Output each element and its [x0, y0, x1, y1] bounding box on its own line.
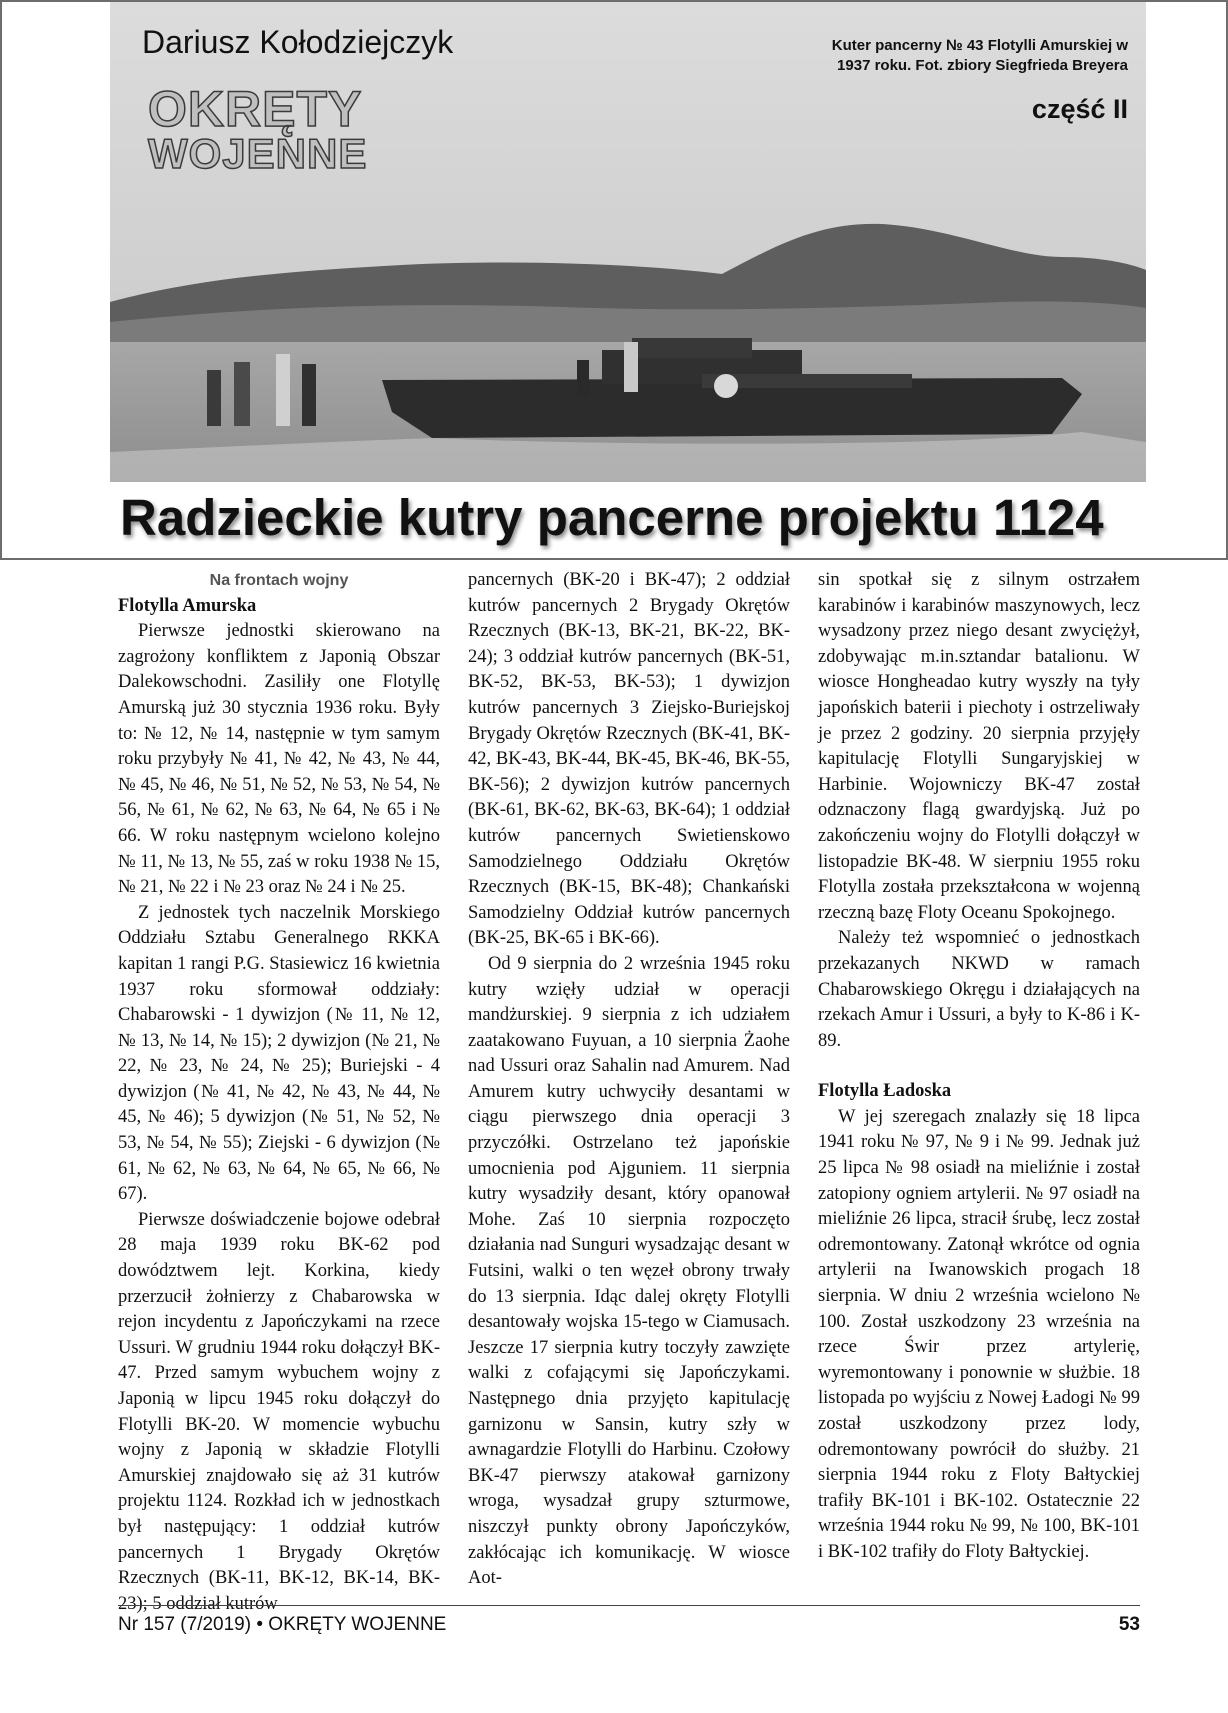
column-1 [118, 568, 440, 1614]
caption-line2: 1937 roku. Fot. zbiory Siegfrieda Breyera [837, 56, 1128, 74]
section-title: Na frontach wojny [209, 572, 349, 589]
paragraph: Od 9 sierpnia do 2 września 1945 roku kutry wzięły udział w operacji mandżurskiej. 9 sierpnia z ich udziałem zaatakowano Fuyuan, a 10 sierpnia Żaohe nad Ussuri oraz Sahalin nad Amurem. Nad Amurem kutry uchwyciły desantami w ciągu pierwszego dnia operacji 3 przyczółki. Ostrzelano też japońskie umocnienia pod Ajguniem. 11 sierpnia kutry wysadziły desant, który opanował Mohe. Zaś 10 sierpnia rozpoczęto działania nad Sunguri wysadzając desant w Futsini, walki o ten węzeł obrony trwały do 13 sierpnia. Idąc dalej okręty Flotylli desantowały wojska 15-tego w Ciamusach. Jeszcze 17 sierpnia kutry toczyły zawzięte walki z cofającymi się Japończykami. Następnego dnia przyjęto kapitulację garnizonu w Sansin, kutry szły w awnagardzie Flotylli do Harbinu. Czołowy BK-47 pierwszy atakował garnizony wroga, wysadzał grupy szturmowe, niszczył punkty obrony Japończyków, zakłócając ich komunikację. W wiosce Aot- [468, 953, 790, 1589]
paragraph: pancernych (BK-20 i BK-47); 2 oddział kutrów pancernych 2 Brygady Okrętów Rzecznych (BK-13, BK-21, BK-22, BK-24); 3 oddział kutrów pancernych (BK-51, BK-52, BK-53, BK-53); 1 dywizjon kutrów pancernych 3 Ziejsko-Buriejskoj Brygady Okrętów Rzecznych (BK-41, BK-42, BK-43, BK-44, BK-45, BK-46, BK-55, BK-56); 2 dywizjon kutrów pancernych (BK-61, BK-62, BK-63, BK-64); 1 oddział kutrów pancernych Swietienskowo Samodzielnego Oddziału Okrętów Rzecznych (BK-15, BK-48); Chankański Samodzielny Oddział kutrów pancernych (BK-25, BK-65 i BK-66). [468, 570, 790, 949]
paragraph: Pierwsze doświadczenie bojowe odebrał 28 maja 1939 roku BK-62 pod dowództwem lejt. Korkina, kiedy przerzucił żołnierzy z Chabarowska w rejon incydentu z Japończykami na rzece Ussuri. W grudniu 1944 roku dołączył BK-47. Przed samym wybuchem wojny z Japonią w lipcu 1945 roku dołączył do Flotylli BK-20. W momencie wybuchu wojny z Japonią w składzie Flotylli Amurskiej znajdowało się aż 31 kutrów projektu 1124. Rozkład ich w jednostkach był następujący: 1 oddział kutrów pancernych 1 Brygady Okrętów Rzecznych (BK-11, BK-12, BK-14, BK-23); 5 oddział kutrów [118, 1209, 440, 1614]
article-body [118, 568, 1140, 1614]
photo-caption [798, 36, 1128, 75]
header-photo-banner [0, 0, 1228, 560]
logo-line1: OKRĘTY [148, 81, 363, 137]
logo-line2: WOJENNE [148, 129, 368, 177]
column-2 [468, 568, 790, 1589]
paragraph: Pierwsze jednostki skierowano na zagrożony konfliktem z Japonią Obszar Dalekowschodni. Zasiliły one Flotyllę Amurską już 30 stycznia 1936 roku. Były to: № 12, № 14, następnie w tym samym roku przybyły № 41, № 42, № 43, № 44, № 45, № 46, № 51, № 52, № 53, № 54, № 56, № 61, № 62, № 63, № 64, № 65 i № 66. W roku następnym wcielono kolejno № 11, № 13, № 55, zaś w roku 1938 № 15, № 21, № 22 i № 23 oraz № 24 i № 25. [118, 621, 440, 898]
paragraph: Z jednostek tych naczelnik Morskiego Oddziału Sztabu Generalnego RKKA kapitan 1 rangi P.G. Stasiewicz 16 kwietnia 1937 roku sformował oddziały: Chabarowski - 1 dywizjon (№ 11, № 12, № 13, № 14, № 15); 2 dywizjon (№ 21, № 22, № 23, № 24, № 25); Buriejski - 4 dywizjon (№ 41, № 42, № 43, № 44, № 45, № 46); 5 dywizjon (№ 51, № 52, № 53, № 54, № 55); Ziejski - 6 dywizjon (№ 61, № 62, № 63, № 64, № 65, № 66, № 67). [118, 902, 440, 1205]
article-title: Radzieckie kutry pancerne projektu 1124 [120, 489, 1104, 546]
author-name: Dariusz Kołodziejczyk [142, 24, 454, 60]
footer-issue: Nr 157 (7/2019) • OKRĘTY WOJENNE [118, 1614, 447, 1635]
caption-line1: Kuter pancerny № 43 Flotylli Amurskiej w [831, 37, 1128, 54]
subhead-amur: Flotylla Amurska [118, 595, 257, 616]
paragraph: Należy też wspomnieć o jednostkach przekazanych NKWD w ramach Chabarowskiego Okręgu i działających na rzekach Amur i Ussuri, a były to K-86 i K-89. [818, 928, 1140, 1051]
footer-divider [118, 1605, 1140, 1606]
paragraph: W jej szeregach znalazły się 18 lipca 1941 roku № 97, № 9 i № 99. Jednak już 25 lipca № 98 osiadł na mieliźnie i został zatopiony ogniem artylerii. № 97 osiadł na mieliźnie 26 lipca, stracił śrubę, lecz został odremontowany. Zatonął wkrótce od ognia artylerii na Iwanowskich progach 18 sierpnia. W dniu 2 września wcielono № 100. Został uszkodzony 23 września na rzece Świr przez artylerię, wyremontowany i ponownie w służbie. 18 listopada po wyjściu z Nowej Ładogi № 99 został uszkodzony przez lody, odremontowany powrócił do służby. 21 sierpnia 1944 roku z Floty Bałtyckiej trafiły BK-101 i BK-102. Ostatecznie 22 września 1944 roku № 99, № 100, BK-101 i BK-102 trafiły do Floty Bałtyckiej. [818, 1106, 1140, 1562]
magazine-logo [148, 81, 368, 177]
subhead-ladoga: Flotylla Ładoska [818, 1081, 952, 1102]
page-number: 53 [1118, 1614, 1140, 1635]
part-label: część II [1031, 94, 1128, 124]
spacer [818, 1054, 1140, 1079]
paragraph: sin spotkał się z silnym ostrzałem karabinów i karabinów maszynowych, lecz wysadzony przez niego desant zwyciężył, zdobywając m.in.sztandar batalionu. W wiosce Hongheadao kutry wyszły na tyły japońskich baterii i piechoty i ostrzeliwały je przez 2 godziny. 20 sierpnia przyjęły kapitulację Flotylli Sungaryjskiej w Harbinie. Wojowniczy BK-47 został odznaczony flagą gwardyjską. Już po zakończeniu wojny do Flotylli dołączył w listopadzie BK-48. W sierpniu 1955 roku Flotylla została przekształcona w wojenną rzeczną bazę Floty Oceanu Spokojnego. [818, 570, 1140, 923]
column-3 [818, 568, 1140, 1568]
